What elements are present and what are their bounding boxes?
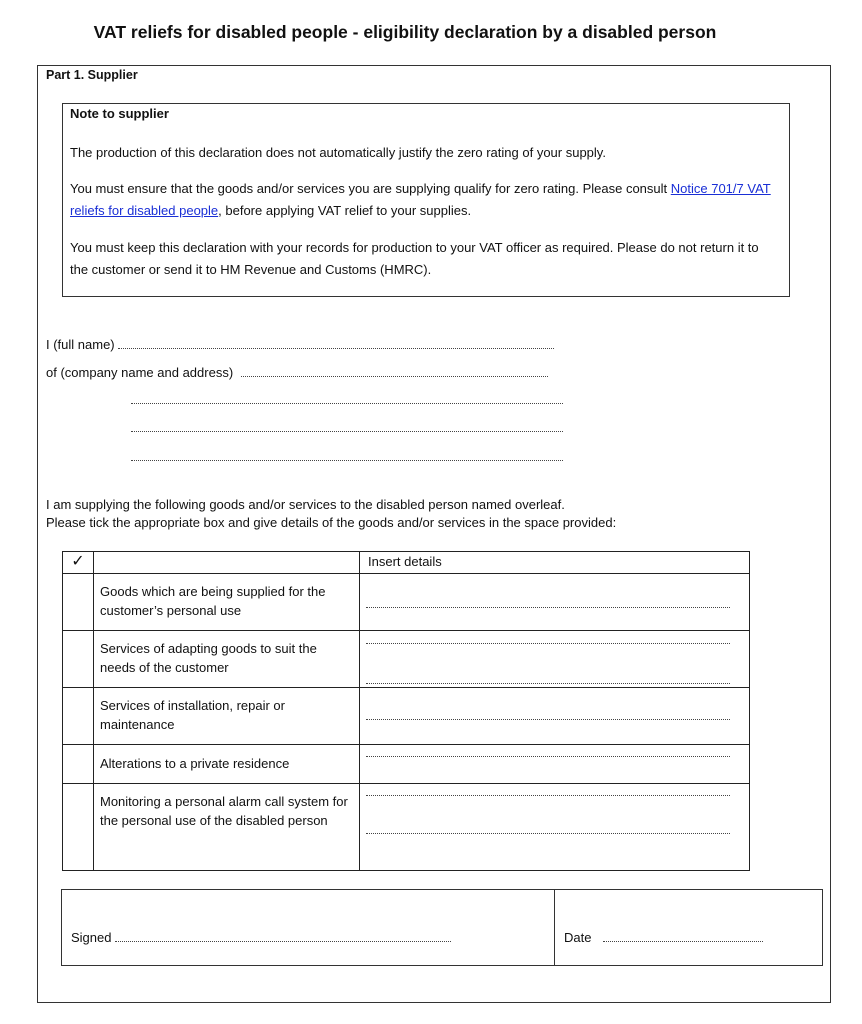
details-cell[interactable] bbox=[360, 574, 750, 631]
full-name-field[interactable] bbox=[46, 337, 554, 352]
note-paragraph-1: The production of this declaration does not automatically justify the zero rating of your supply. bbox=[70, 145, 606, 160]
tick-box-goods[interactable] bbox=[63, 574, 94, 631]
notice-701-7-link[interactable]: Notice 701/7 VAT reliefs for disabled people bbox=[70, 181, 771, 218]
address-line-3[interactable] bbox=[131, 421, 563, 432]
details-cell[interactable] bbox=[360, 688, 750, 745]
address-line-2[interactable] bbox=[131, 393, 563, 404]
details-cell[interactable] bbox=[360, 784, 750, 871]
full-name-line[interactable] bbox=[118, 338, 554, 349]
note-paragraph-2-end: , before applying VAT relief to your supplies. bbox=[218, 203, 472, 218]
signature-box bbox=[61, 889, 823, 966]
details-line[interactable] bbox=[366, 795, 730, 796]
details-line[interactable] bbox=[366, 719, 730, 720]
note-heading: Note to supplier bbox=[70, 106, 169, 121]
company-line-1[interactable] bbox=[241, 366, 548, 377]
supply-instructions bbox=[46, 496, 616, 532]
details-line[interactable] bbox=[366, 607, 730, 608]
company-label: of (company name and address) bbox=[46, 365, 234, 380]
supply-line-1: I am supplying the following goods and/or services to the disabled person named overleaf. bbox=[46, 497, 565, 512]
signed-line[interactable] bbox=[115, 931, 451, 942]
tick-column-header: ✓ bbox=[63, 552, 94, 574]
tick-box-installation[interactable] bbox=[63, 688, 94, 745]
details-line[interactable] bbox=[366, 833, 730, 834]
date-line[interactable] bbox=[603, 931, 763, 942]
description-column-header bbox=[94, 552, 360, 574]
table-row-label: Services of adapting goods to suit the needs of the customer bbox=[94, 631, 360, 688]
details-line[interactable] bbox=[366, 643, 730, 644]
tick-box-alarm[interactable] bbox=[63, 784, 94, 871]
details-cell[interactable] bbox=[360, 631, 750, 688]
tick-box-adapting[interactable] bbox=[63, 631, 94, 688]
supply-line-2: Please tick the appropriate box and give details of the goods and/or services in the space provided: bbox=[46, 515, 617, 530]
tick-box-alterations[interactable] bbox=[63, 745, 94, 784]
details-cell[interactable] bbox=[360, 745, 750, 784]
note-paragraph-2 bbox=[70, 178, 780, 222]
details-column-header: Insert details bbox=[360, 552, 750, 574]
company-field[interactable] bbox=[46, 365, 548, 380]
supply-table bbox=[62, 551, 750, 871]
table-row-label: Alterations to a private residence bbox=[94, 745, 360, 784]
signed-field[interactable] bbox=[71, 930, 451, 945]
table-row-label: Services of installation, repair or maintenance bbox=[94, 688, 360, 745]
signed-label: Signed bbox=[71, 930, 112, 945]
note-paragraph-2-start: You must ensure that the goods and/or services you are supplying qualify for zero rating. Please consult bbox=[70, 181, 671, 196]
details-line[interactable] bbox=[366, 683, 730, 684]
signature-divider bbox=[554, 889, 555, 966]
address-line-4[interactable] bbox=[131, 450, 563, 461]
date-label: Date bbox=[564, 930, 592, 945]
table-row-label: Goods which are being supplied for the customer’s personal use bbox=[94, 574, 360, 631]
page-title: VAT reliefs for disabled people - eligibility declaration by a disabled person bbox=[93, 22, 717, 42]
part-heading: Part 1. Supplier bbox=[46, 68, 138, 82]
date-field[interactable] bbox=[564, 930, 763, 945]
details-line[interactable] bbox=[366, 756, 730, 757]
note-paragraph-3: You must keep this declaration with your records for production to your VAT officer as required. Please do not return it to the customer or send it to HM Revenue and Customs (HMRC). bbox=[70, 240, 759, 277]
table-row-label: Monitoring a personal alarm call system for the personal use of the disabled person bbox=[94, 784, 360, 871]
full-name-label: I (full name) bbox=[46, 337, 115, 352]
